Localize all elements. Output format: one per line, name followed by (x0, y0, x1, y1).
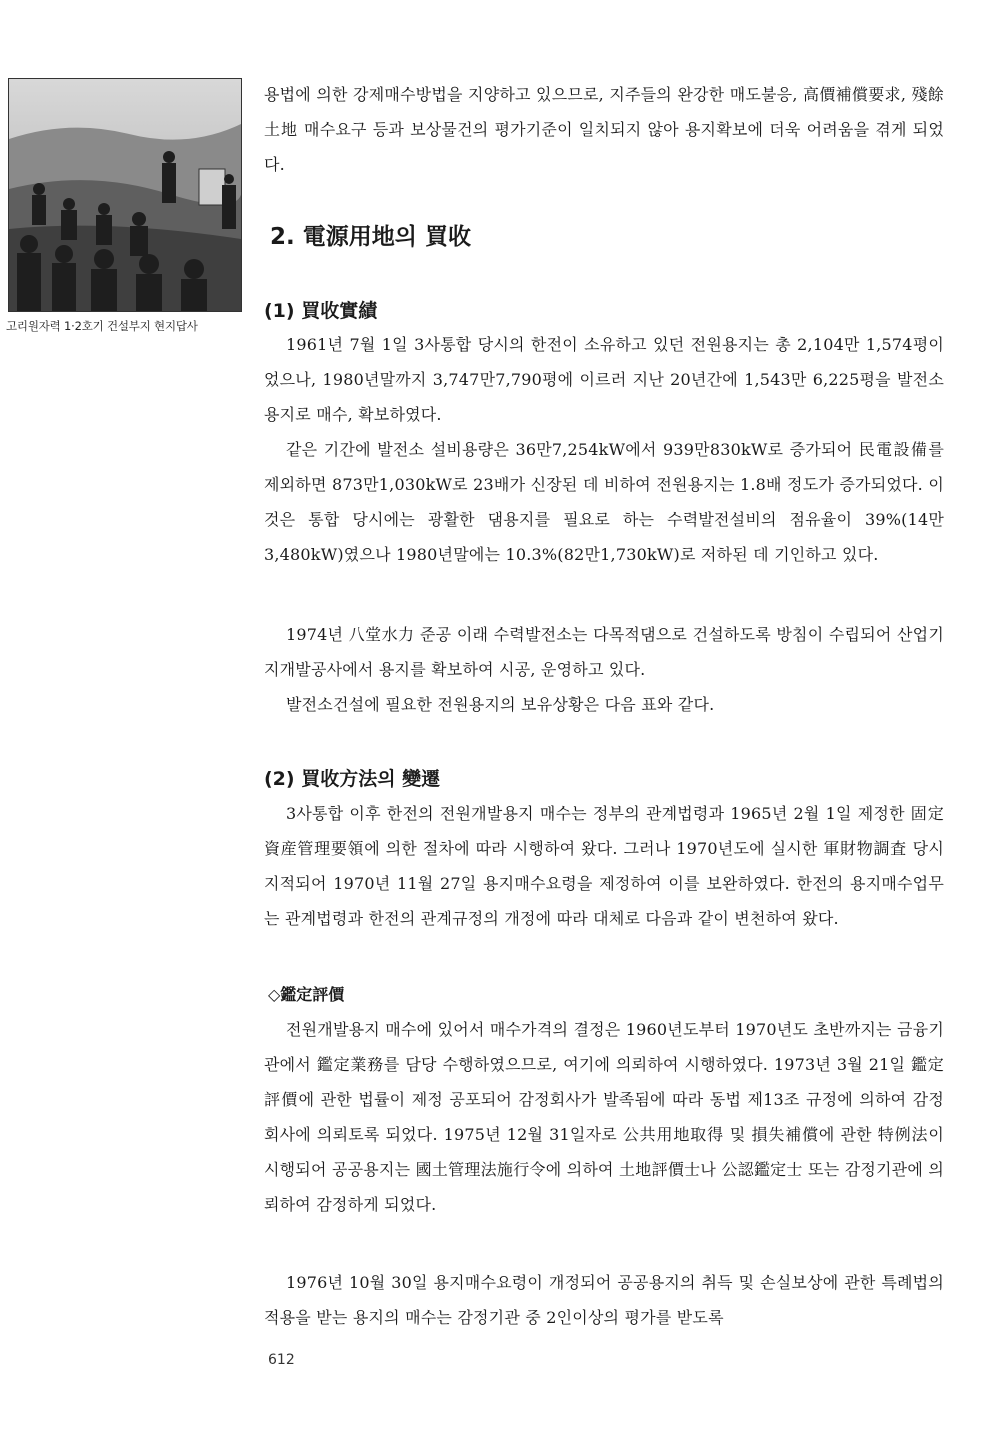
paragraph-appraisal: 전원개발용지 매수에 있어서 매수가격의 결정은 1960년도부터 1970년도 초반까지는 금융기관에서 鑑定業務를 담당 수행하였으므로, 여기에 의뢰하여 시행하였다. 1973년 3월 21일 鑑定評價에 관한 법률이 제정 공포되어 감정회사가 발족됨에 따라 동법 제13조 규정에 의하여 감정회사에 의뢰토록 되었다. 1975년 12월 31일자로 公共用地取得 및 損失補償에 관한 特例法이 시행되어 공공용지는 國土管理法施行令에 의하여 土地評價士나 公認鑑定士 또는 감정기관에 의뢰하여 감정하게 되었다. (264, 1020, 944, 1214)
paragraph-method-history: 3사통합 이후 한전의 전원개발용지 매수는 정부의 관계법령과 1965년 2월 1일 제정한 固定資産管理要領에 의한 절차에 따라 시행하여 왔다. 그러나 1970년도에 실시한 軍財物調査 당시 지적되어 1970년 11월 27일 용지매수요령을 제정하여 이를 보완하였다. 한전의 용지매수업무는 관계법령과 한전의 관계규정의 개정에 따라 대체로 다음과 같이 변천하여 왔다. (264, 804, 944, 928)
page-number: 612 (268, 1352, 295, 1368)
section-title: 2. 電源用地의 買收 (270, 224, 471, 250)
intro-paragraph: 용법에 의한 강제매수방법을 지양하고 있으므로, 지주들의 완강한 매도불응, 高價補償要求, 殘餘土地 매수요구 등과 보상물건의 평가기준이 일치되지 않아 용지확보에 더욱 어려움을 겪게 되었다. (264, 85, 944, 174)
paragraph-hydro: 1974년 八堂水力 준공 이래 수력발전소는 다목적댐으로 건설하도록 방침이 수립되어 산업기지개발공사에서 용지를 확보하여 시공, 운영하고 있다. (264, 625, 944, 679)
subsection-title-2: (2) 買收方法의 變遷 (264, 768, 441, 790)
site-inspection-photo (8, 78, 242, 312)
item-heading-appraisal: ◇鑑定評價 (268, 985, 345, 1004)
paragraph-1976-revision: 1976년 10월 30일 용지매수요령이 개정되어 공공용지의 취득 및 손실보상에 관한 특례법의 적용을 받는 용지의 매수는 감정기관 중 2인이상의 평가를 받도록 (264, 1273, 944, 1327)
paragraph-table-intro: 발전소건설에 필요한 전원용지의 보유상황은 다음 표와 같다. (286, 695, 715, 714)
photo-caption: 고리원자력 1·2호기 건설부지 현지답사 (6, 319, 198, 333)
paragraph-purchase-record: 1961년 7월 1일 3사통합 당시의 한전이 소유하고 있던 전원용지는 총 2,104만 1,574평이었으나, 1980년말까지 3,747만7,790평에 이르러 지난 20년간에 1,543만 6,225평을 발전소용지로 매수, 확보하였다. (264, 335, 944, 424)
subsection-title-1: (1) 買收實績 (264, 300, 378, 322)
paragraph-capacity: 같은 기간에 발전소 설비용량은 36만7,254kW에서 939만830kW로 증가되어 民電設備를 제외하면 873만1,030kW로 23배가 신장된 데 비하여 전원용지는 1.8배 정도가 증가되었다. 이것은 통합 당시에는 광활한 댐용지를 필요로 하는 수력발전설비의 점유율이 39%(14만3,480kW)였으나 1980년말에는 10.3%(82만1,730kW)로 저하된 데 기인하고 있다. (264, 440, 944, 564)
